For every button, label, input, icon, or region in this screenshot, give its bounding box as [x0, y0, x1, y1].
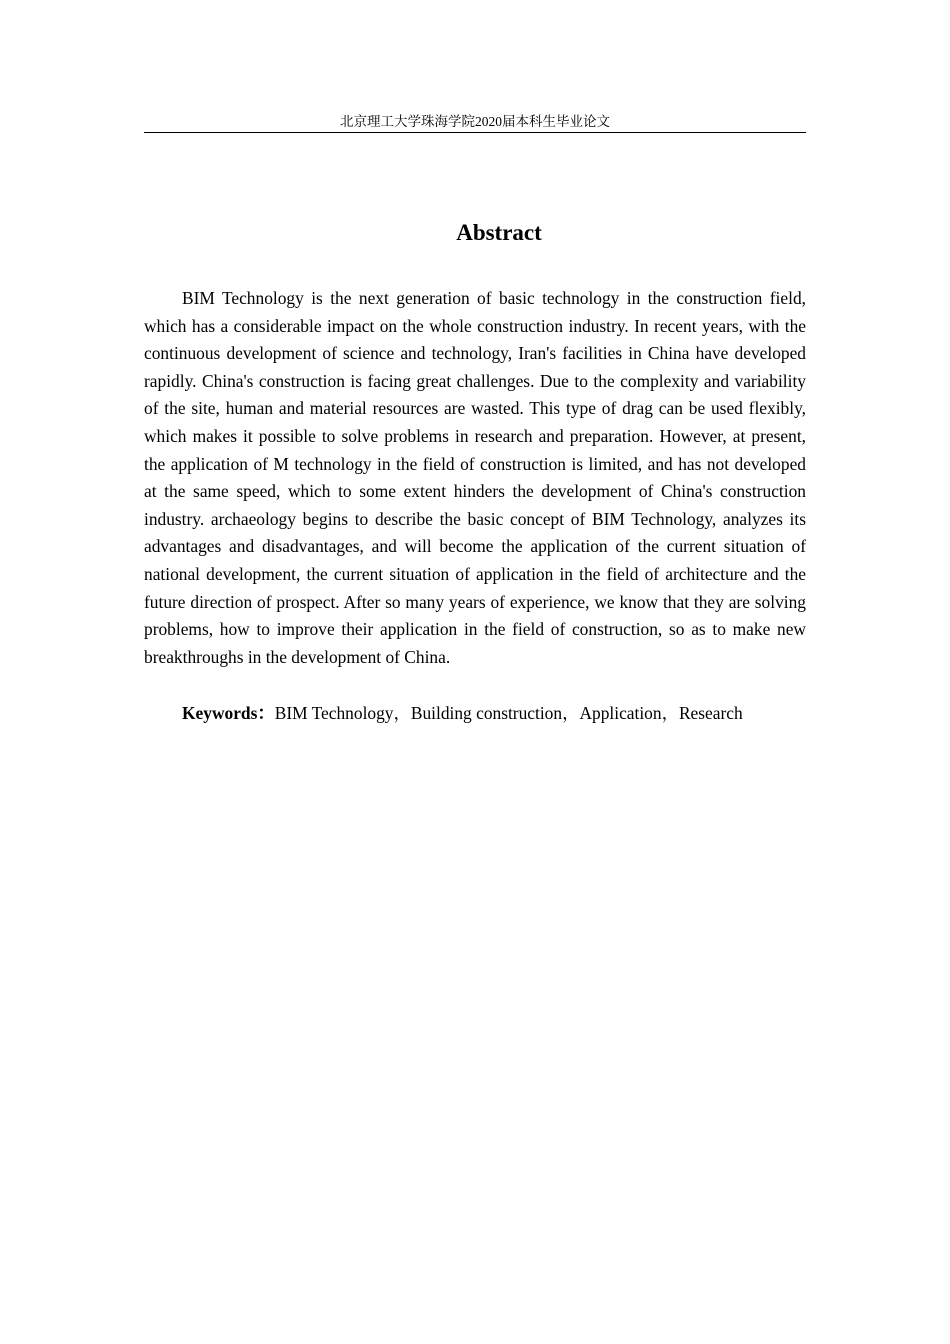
keywords-line	[144, 699, 806, 727]
keywords-list: BIM Technology，Building construction，Application，Research	[274, 703, 743, 723]
keywords-label: Keywords：	[182, 703, 275, 723]
abstract-title: Abstract	[456, 220, 542, 245]
abstract-body: BIM Technology is the next generation of basic technology in the construction field, which has a considerable impact on the whole construction industry. In recent years, with the continuous development of science and technology, Iran's facilities in China have developed rapidly. China's construction is facing great challenges. Due to the complexity and variability of the site, human and material resources are wasted. This type of drag can be used flexibly, which makes it possible to solve problems in research and preparation. However, at present, the application of M technology in the field of construction is limited, and has not developed at the same speed, which to some extent hinders the development of China's construction industry. archaeology begins to describe the basic concept of BIM Technology, analyzes its advantages and disadvantages, and will become the application of the current situation of national development, the current situation of application in the field of architecture and the future direction of prospect. After so many years of experience, we know that they are solving problems, how to improve their application in the field of construction, so as to make new breakthroughs in the development of China.	[144, 288, 806, 667]
header-text: 北京理工大学珠海学院2020届本科生毕业论文	[340, 114, 610, 129]
running-header	[144, 112, 806, 133]
